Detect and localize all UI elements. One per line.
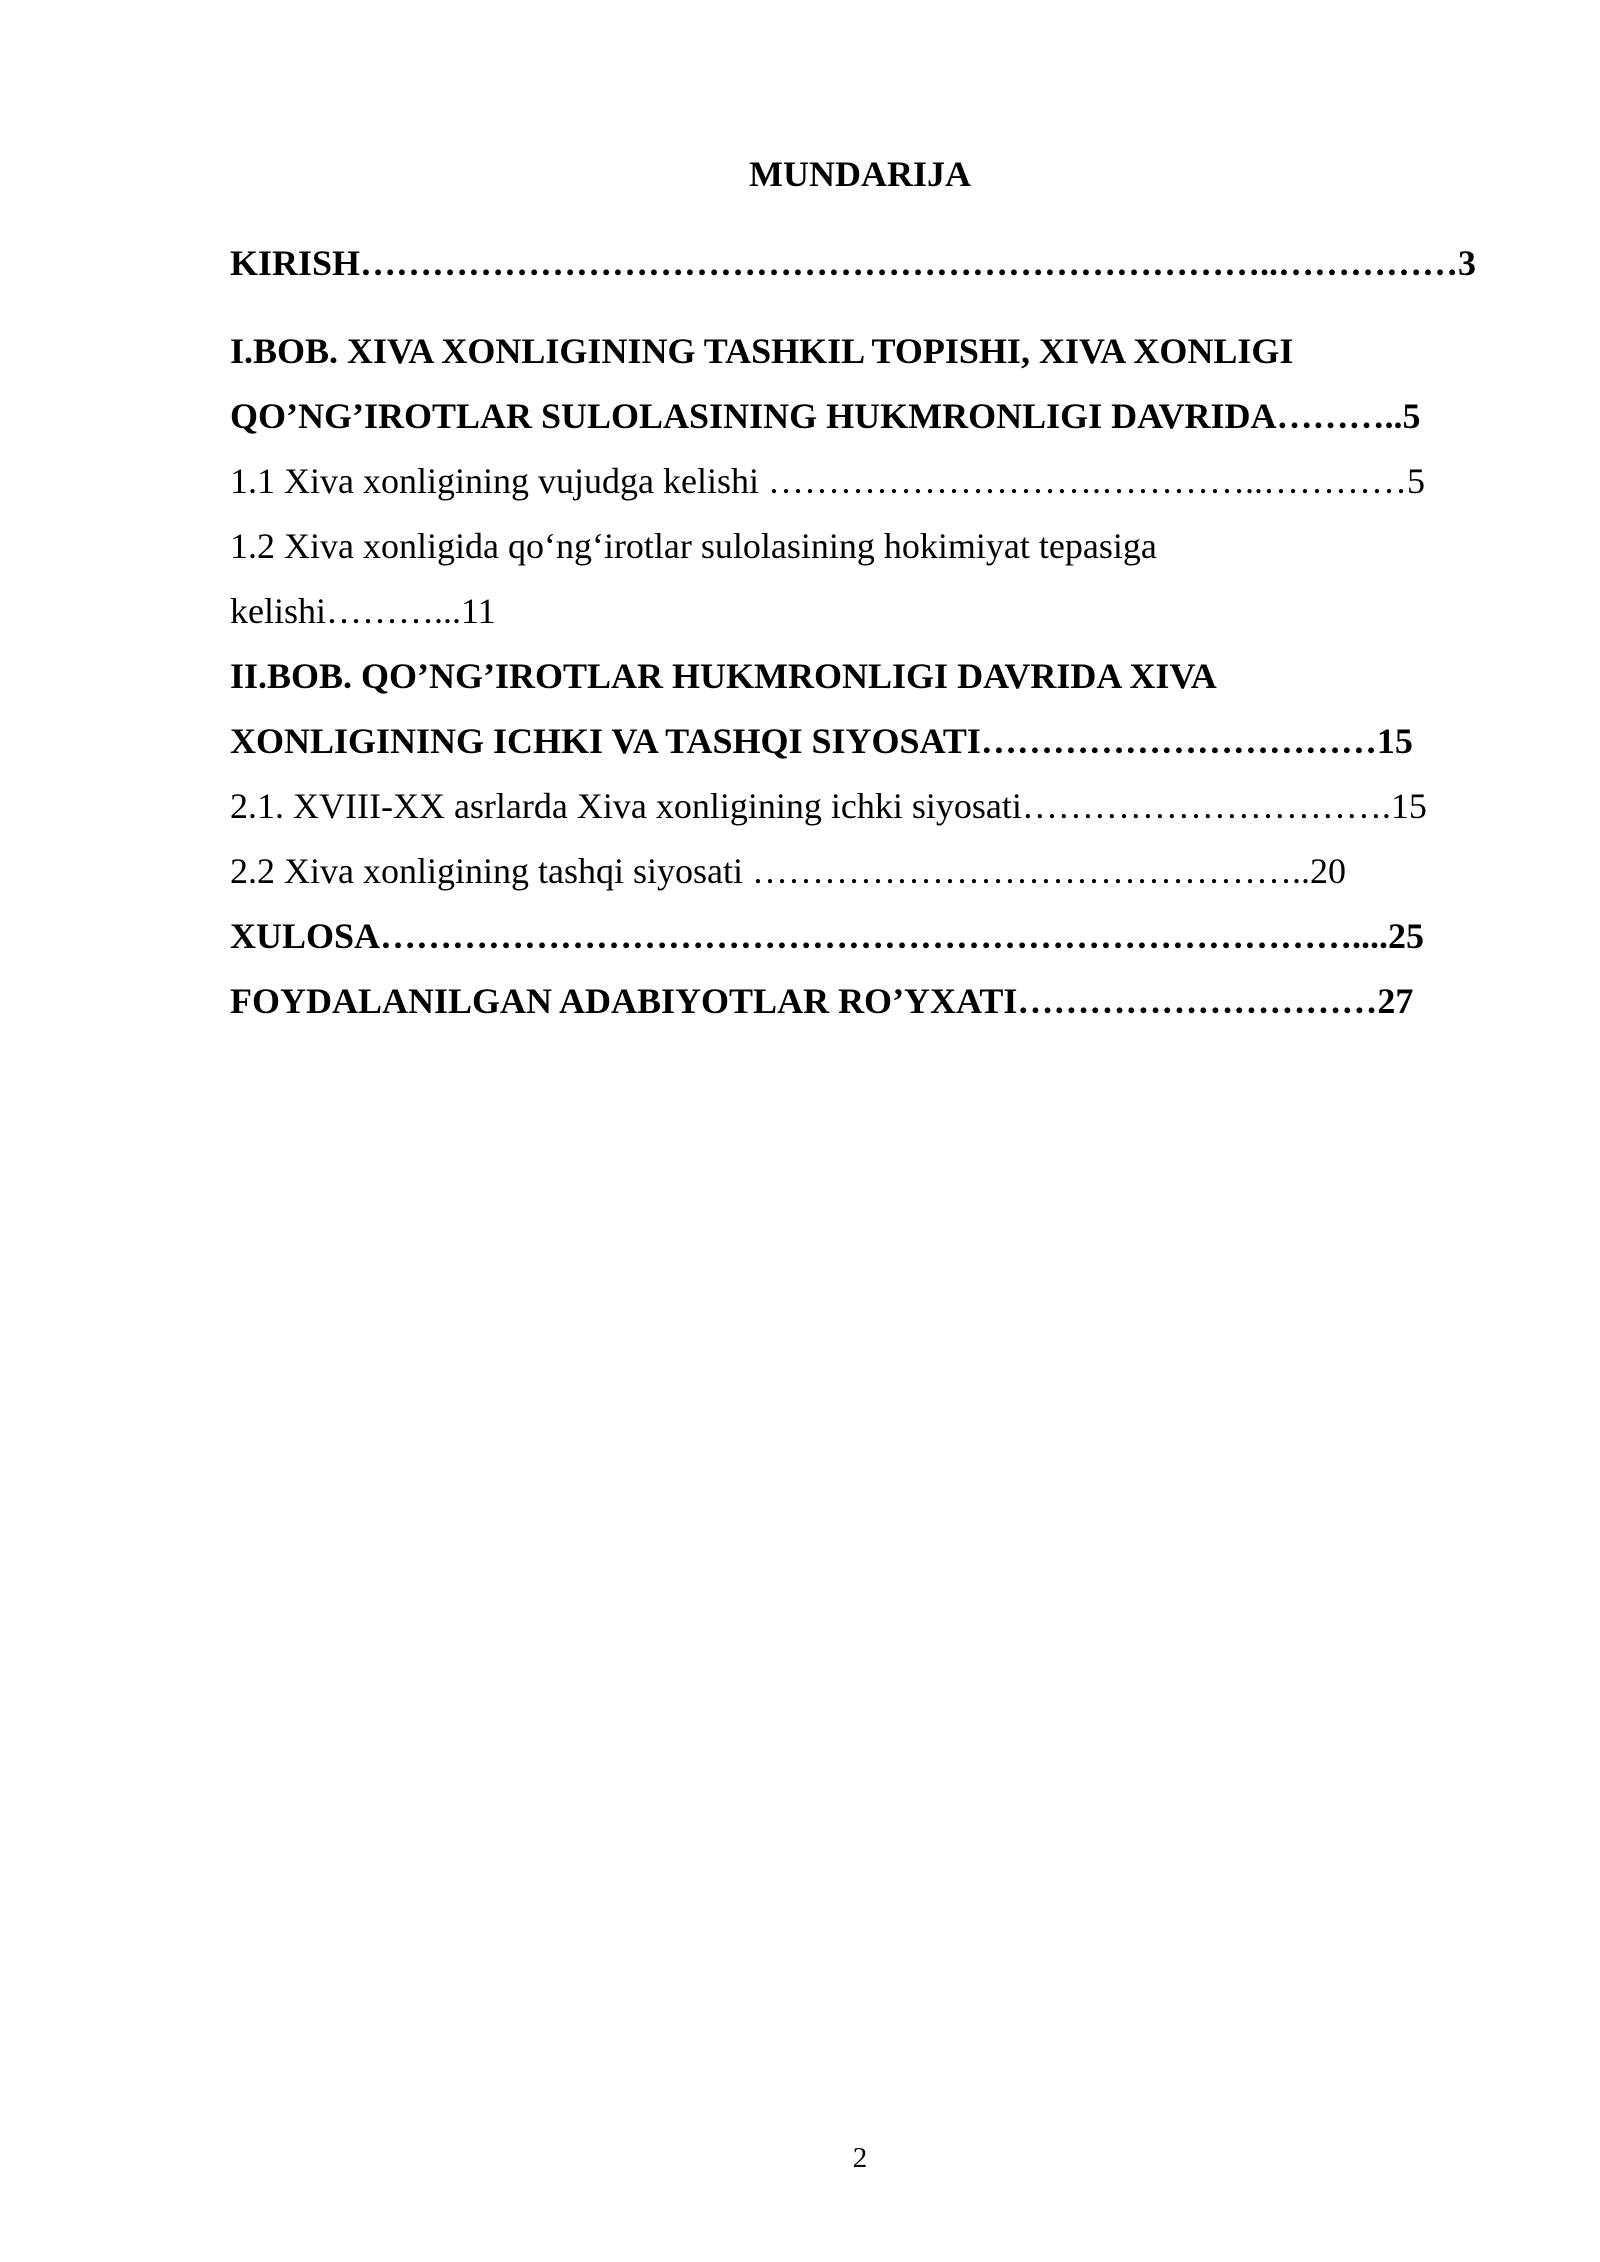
toc-entry-section-1-2-line-2: kelishi………...11 xyxy=(230,591,496,631)
toc-entry-chapter-1-line-2: QO’NG’IROTLAR SULOLASINING HUKMRONLIGI DAVRIDA………..5 xyxy=(230,396,1421,436)
toc-entry-section-2-1: 2.1. XVIII-XX asrlarda Xiva xonligining ichki siyosati………………………….15 xyxy=(230,786,1427,826)
page-number: 2 xyxy=(852,2142,868,2174)
toc-entry-bibliography: FOYDALANILGAN ADABIYOTLAR RO’YXATI…………………………27 xyxy=(230,981,1414,1021)
toc-entry-section-2-2: 2.2 Xiva xonligining tashqi siyosati ………………………………………..20 xyxy=(230,851,1346,891)
page-title: MUNDARIJA xyxy=(749,154,971,194)
toc-entry-chapter-2-line-1: II.BOB. QO’NG’IROTLAR HUKMRONLIGI DAVRIDA XIVA xyxy=(230,656,1217,696)
toc-entry-section-1-2-line-1: 1.2 Xiva xonligida qo‘ng‘irotlar sulolasining hokimiyat tepasiga xyxy=(230,526,1157,566)
toc-entry-kirish: KIRISH…………………………………………………………………..……………3 xyxy=(230,243,1477,283)
toc-entry-section-1-1: 1.1 Xiva xonligining vujudga kelishi ……………………….…………..…………5 xyxy=(230,461,1425,501)
toc-entry-chapter-2-line-2: XONLIGINING ICHKI VA TASHQI SIYOSATI……………………………15 xyxy=(230,721,1413,761)
toc-entry-chapter-1-line-1: I.BOB. XIVA XONLIGINING TASHKIL TOPISHI, XIVA XONLIGI xyxy=(230,331,1294,371)
toc-entry-xulosa: XULOSA………………………………………………………………………....25 xyxy=(230,916,1425,956)
